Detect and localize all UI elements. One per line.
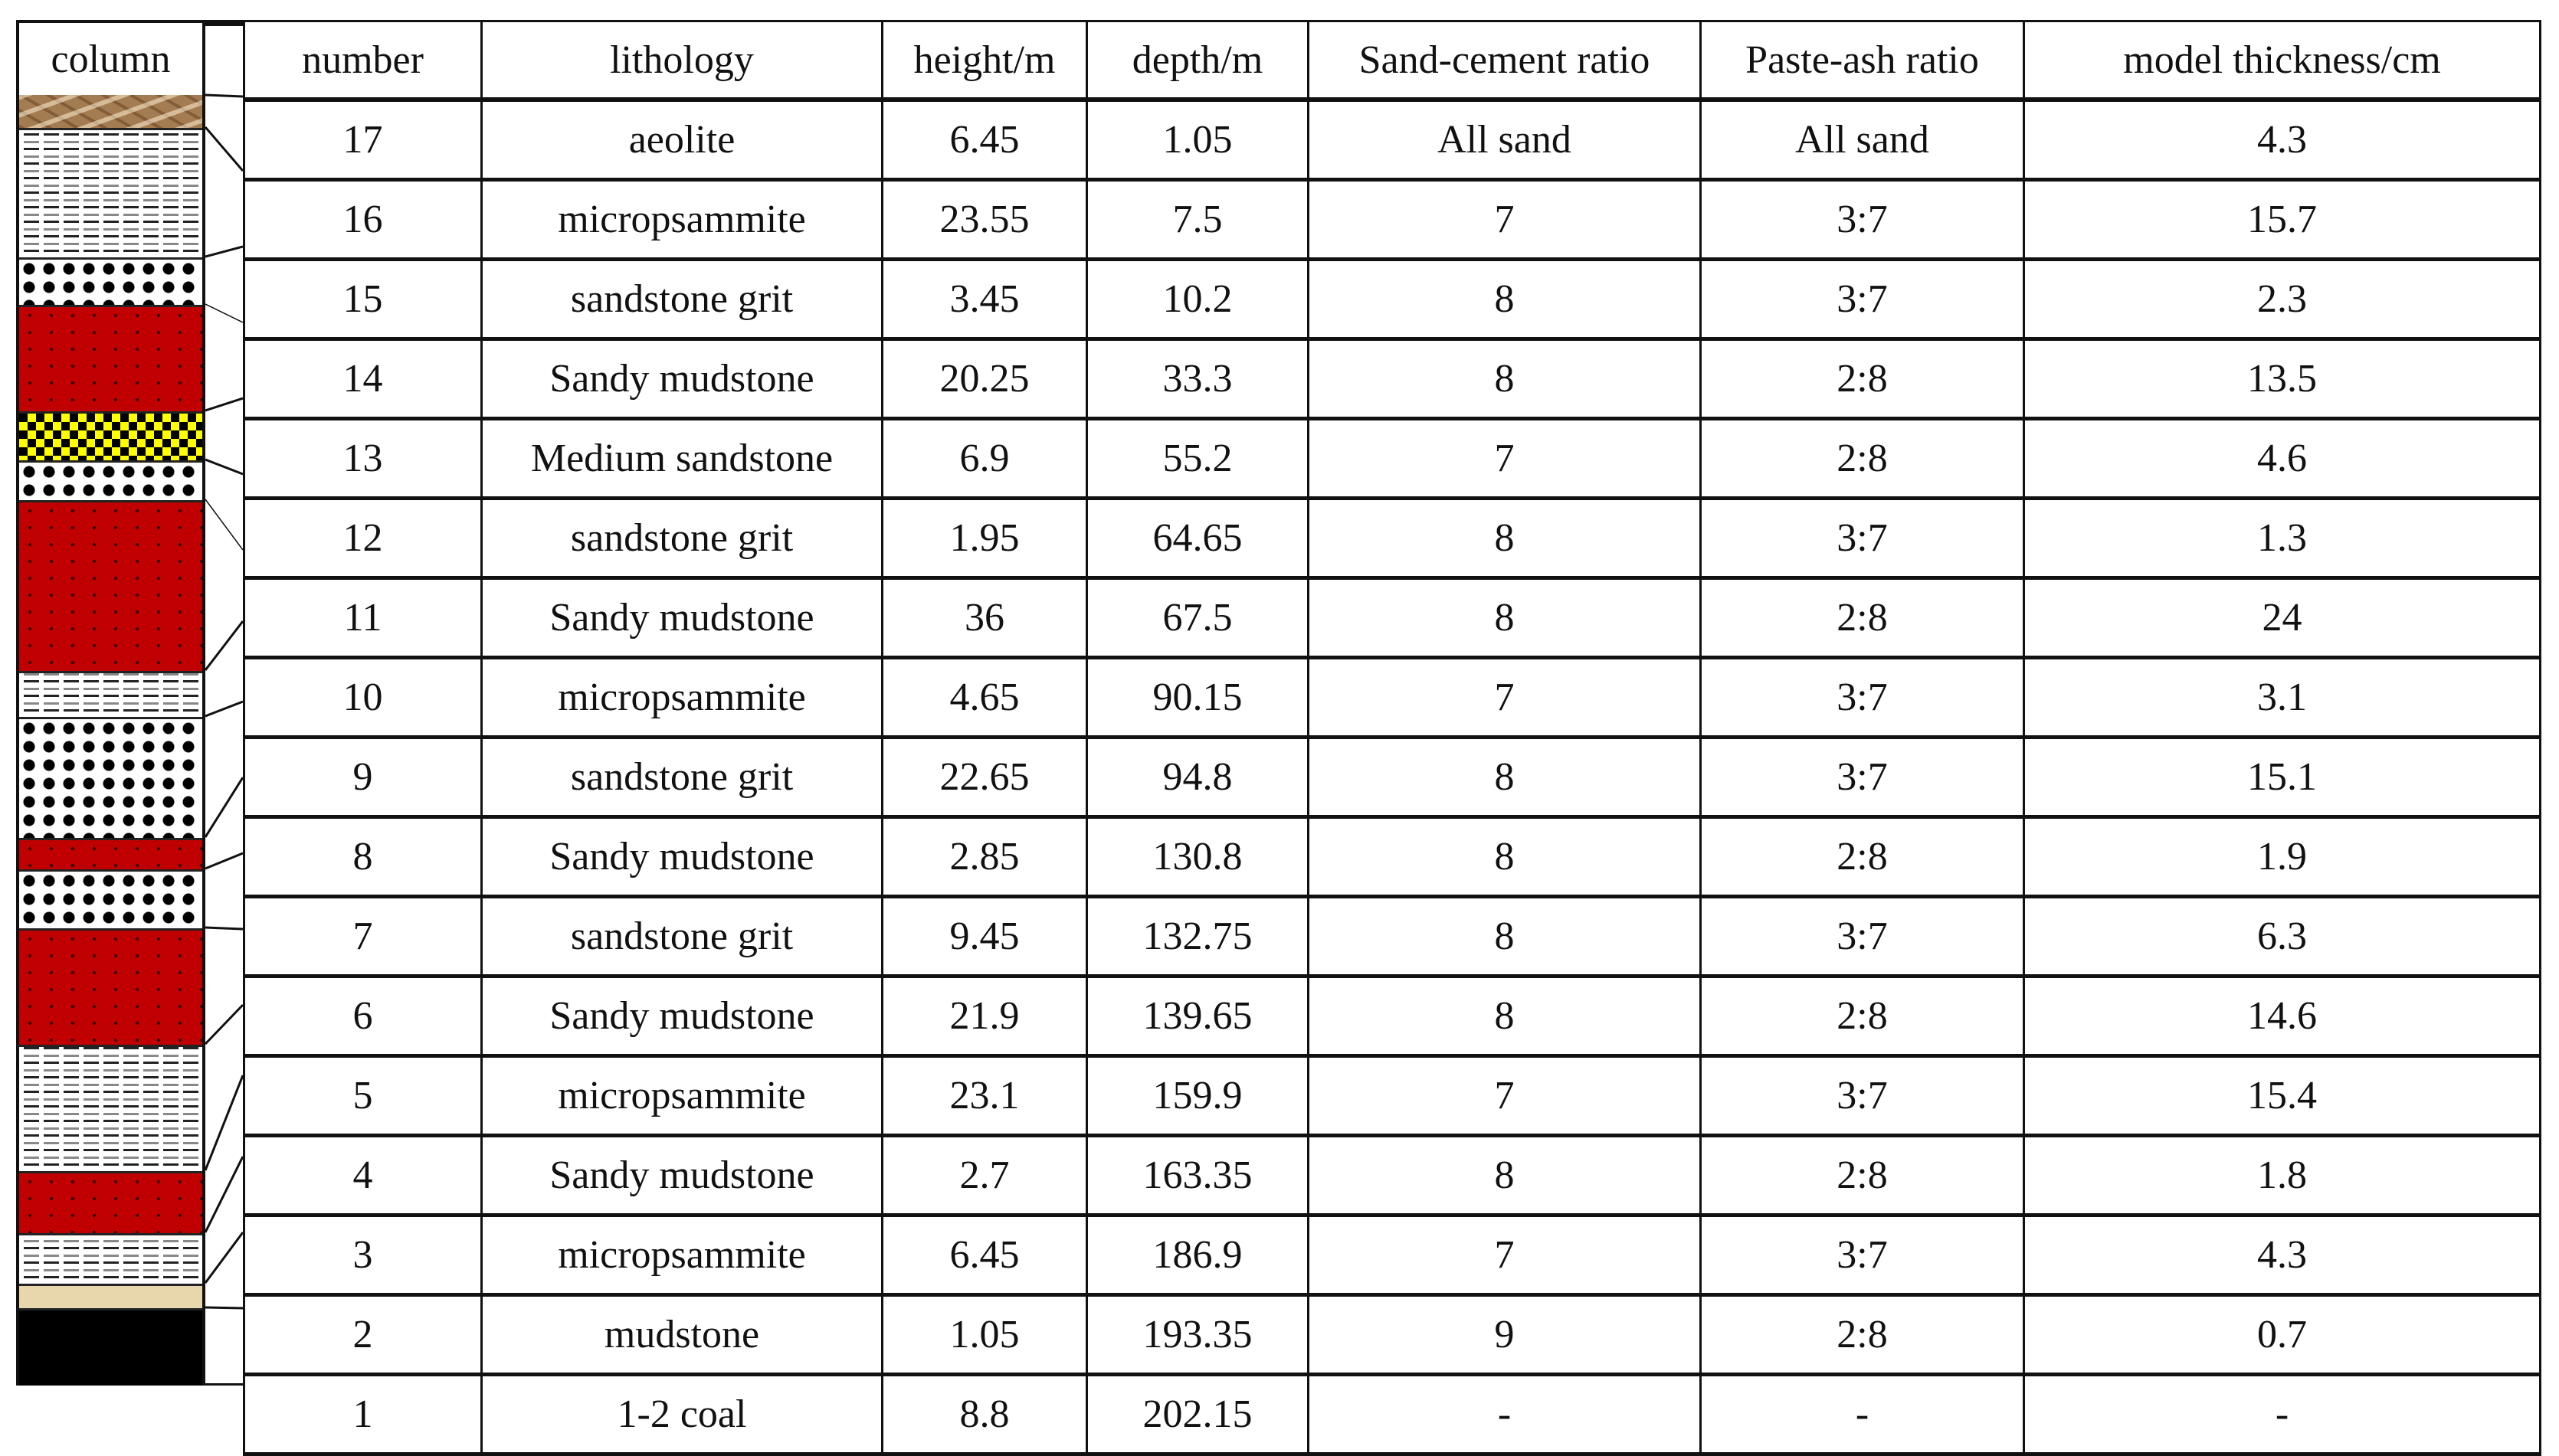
cell-sand-cement: 8 — [1309, 1136, 1701, 1216]
cell-model-thickness: - — [2024, 1375, 2541, 1454]
cell-model-thickness: 2.3 — [2024, 260, 2541, 339]
cell-depth: 64.65 — [1087, 499, 1309, 578]
cell-depth: 94.8 — [1087, 738, 1309, 817]
cell-paste-ash: 2:8 — [1701, 578, 2024, 658]
table-row — [244, 1216, 2541, 1295]
cell-depth: 67.5 — [1087, 578, 1309, 658]
cell-number: 17 — [244, 100, 482, 180]
cell-sand-cement: 7 — [1309, 1216, 1701, 1295]
cell-paste-ash: 3:7 — [1701, 1056, 2024, 1136]
header-sand-cement-ratio: Sand-cement ratio — [1309, 21, 1701, 100]
cell-model-thickness: 14.6 — [2024, 977, 2541, 1056]
cell-lithology: aeolite — [482, 100, 883, 180]
cell-lithology: sandstone grit — [482, 738, 883, 817]
cell-height: 23.1 — [883, 1056, 1087, 1136]
column-layer-13-medium-sandstone — [19, 414, 202, 463]
cell-model-thickness: 3.1 — [2024, 658, 2541, 738]
cell-number: 12 — [244, 499, 482, 578]
cell-height: 2.7 — [883, 1136, 1087, 1216]
cell-depth: 1.05 — [1087, 100, 1309, 180]
cell-height: 1.05 — [883, 1295, 1087, 1375]
cell-sand-cement: All sand — [1309, 100, 1701, 180]
column-layer-12-sandstone-grit — [19, 463, 202, 502]
cell-depth: 33.3 — [1087, 339, 1309, 419]
cell-lithology: micropsammite — [482, 658, 883, 738]
cell-depth: 130.8 — [1087, 817, 1309, 897]
cell-number: 10 — [244, 658, 482, 738]
cell-model-thickness: 15.4 — [2024, 1056, 2541, 1136]
cell-lithology: mudstone — [482, 1295, 883, 1375]
cell-sand-cement: 7 — [1309, 180, 1701, 260]
cell-depth: 159.9 — [1087, 1056, 1309, 1136]
column-layer-9-sandstone-grit — [19, 719, 202, 840]
cell-sand-cement: 7 — [1309, 1056, 1701, 1136]
cell-lithology: sandstone grit — [482, 499, 883, 578]
cell-height: 6.45 — [883, 1216, 1087, 1295]
column-layer-6-sandy-mudstone — [19, 931, 202, 1047]
column-layer-8-sandy-mudstone — [19, 840, 202, 872]
cell-model-thickness: 1.9 — [2024, 817, 2541, 897]
cell-height: 9.45 — [883, 897, 1087, 977]
table-row — [244, 1295, 2541, 1375]
cell-sand-cement: 7 — [1309, 419, 1701, 499]
cell-number: 7 — [244, 897, 482, 977]
cell-sand-cement: 8 — [1309, 977, 1701, 1056]
cell-model-thickness: 4.6 — [2024, 419, 2541, 499]
column-layer-5-micropsammite — [19, 1047, 202, 1173]
cell-lithology: micropsammite — [482, 1056, 883, 1136]
cell-model-thickness: 24 — [2024, 578, 2541, 658]
cell-paste-ash: - — [1701, 1375, 2024, 1454]
table-row — [244, 419, 2541, 499]
column-layer-10-micropsammite — [19, 673, 202, 719]
cell-sand-cement: - — [1309, 1375, 1701, 1454]
cell-depth: 186.9 — [1087, 1216, 1309, 1295]
table-row — [244, 180, 2541, 260]
cell-sand-cement: 8 — [1309, 260, 1701, 339]
cell-depth: 90.15 — [1087, 658, 1309, 738]
table-row — [244, 499, 2541, 578]
connector-lines-icon — [205, 20, 243, 1386]
cell-number: 8 — [244, 817, 482, 897]
cell-number: 9 — [244, 738, 482, 817]
column-layer-7-sandstone-grit — [19, 872, 202, 931]
cell-model-thickness: 4.3 — [2024, 100, 2541, 180]
cell-height: 22.65 — [883, 738, 1087, 817]
cell-lithology: Medium sandstone — [482, 419, 883, 499]
table-row — [244, 658, 2541, 738]
cell-model-thickness: 6.3 — [2024, 897, 2541, 977]
cell-lithology: Sandy mudstone — [482, 977, 883, 1056]
cell-sand-cement: 9 — [1309, 1295, 1701, 1375]
lithology-parameter-table — [243, 20, 2541, 1456]
column-layer-4-sandy-mudstone — [19, 1173, 202, 1235]
cell-model-thickness: 1.8 — [2024, 1136, 2541, 1216]
cell-lithology: Sandy mudstone — [482, 817, 883, 897]
header-depth: depth/m — [1087, 21, 1309, 100]
cell-paste-ash: 2:8 — [1701, 339, 2024, 419]
cell-model-thickness: 4.3 — [2024, 1216, 2541, 1295]
cell-paste-ash: 3:7 — [1701, 180, 2024, 260]
cell-sand-cement: 8 — [1309, 738, 1701, 817]
cell-model-thickness: 1.3 — [2024, 499, 2541, 578]
cell-number: 3 — [244, 1216, 482, 1295]
table-row — [244, 738, 2541, 817]
cell-number: 13 — [244, 419, 482, 499]
cell-paste-ash: All sand — [1701, 100, 2024, 180]
cell-lithology: Sandy mudstone — [482, 1136, 883, 1216]
header-model-thickness: model thickness/cm — [2024, 21, 2541, 100]
table-header-row — [244, 21, 2541, 100]
cell-paste-ash: 2:8 — [1701, 817, 2024, 897]
cell-depth: 193.35 — [1087, 1295, 1309, 1375]
header-number: number — [244, 21, 482, 100]
cell-lithology: 1-2 coal — [482, 1375, 883, 1454]
cell-height: 2.85 — [883, 817, 1087, 897]
cell-paste-ash: 2:8 — [1701, 1295, 2024, 1375]
cell-depth: 10.2 — [1087, 260, 1309, 339]
cell-paste-ash: 3:7 — [1701, 1216, 2024, 1295]
cell-number: 14 — [244, 339, 482, 419]
cell-height: 36 — [883, 578, 1087, 658]
cell-height: 8.8 — [883, 1375, 1087, 1454]
cell-number: 4 — [244, 1136, 482, 1216]
column-layer-14-sandy-mudstone — [19, 307, 202, 414]
column-layer-17-aeolite — [19, 95, 202, 130]
header-lithology: lithology — [482, 21, 883, 100]
column-layer-1-coal — [19, 1310, 202, 1386]
cell-number: 6 — [244, 977, 482, 1056]
cell-lithology: Sandy mudstone — [482, 578, 883, 658]
cell-model-thickness: 15.7 — [2024, 180, 2541, 260]
cell-height: 3.45 — [883, 260, 1087, 339]
column-header: column — [19, 23, 202, 98]
table-row — [244, 817, 2541, 897]
column-layer-15-sandstone-grit — [19, 260, 202, 307]
cell-paste-ash: 3:7 — [1701, 897, 2024, 977]
cell-depth: 7.5 — [1087, 180, 1309, 260]
cell-number: 5 — [244, 1056, 482, 1136]
cell-number: 2 — [244, 1295, 482, 1375]
column-layer-2-mudstone — [19, 1286, 202, 1310]
cell-number: 11 — [244, 578, 482, 658]
cell-lithology: micropsammite — [482, 1216, 883, 1295]
cell-paste-ash: 3:7 — [1701, 658, 2024, 738]
column-layer-16-micropsammite — [19, 130, 202, 260]
table-row — [244, 339, 2541, 419]
cell-depth: 55.2 — [1087, 419, 1309, 499]
cell-lithology: sandstone grit — [482, 260, 883, 339]
cell-model-thickness: 13.5 — [2024, 339, 2541, 419]
cell-paste-ash: 2:8 — [1701, 1136, 2024, 1216]
column-layer-3-micropsammite — [19, 1235, 202, 1286]
table-row — [244, 100, 2541, 180]
cell-height: 21.9 — [883, 977, 1087, 1056]
cell-sand-cement: 8 — [1309, 817, 1701, 897]
cell-paste-ash: 3:7 — [1701, 738, 2024, 817]
cell-depth: 202.15 — [1087, 1375, 1309, 1454]
cell-height: 20.25 — [883, 339, 1087, 419]
table-row — [244, 260, 2541, 339]
cell-paste-ash: 2:8 — [1701, 419, 2024, 499]
cell-lithology: Sandy mudstone — [482, 339, 883, 419]
cell-paste-ash: 2:8 — [1701, 977, 2024, 1056]
table-row — [244, 1056, 2541, 1136]
cell-height: 1.95 — [883, 499, 1087, 578]
table-row — [244, 977, 2541, 1056]
cell-sand-cement: 8 — [1309, 578, 1701, 658]
column-layer-11-sandy-mudstone — [19, 502, 202, 673]
cell-number: 16 — [244, 180, 482, 260]
cell-depth: 139.65 — [1087, 977, 1309, 1056]
layer-connectors — [205, 20, 243, 1386]
header-height: height/m — [883, 21, 1087, 100]
cell-sand-cement: 8 — [1309, 499, 1701, 578]
cell-sand-cement: 8 — [1309, 897, 1701, 977]
cell-lithology: sandstone grit — [482, 897, 883, 977]
stratigraphic-column — [16, 20, 205, 1386]
table-row — [244, 578, 2541, 658]
cell-height: 6.45 — [883, 100, 1087, 180]
cell-depth: 163.35 — [1087, 1136, 1309, 1216]
table-row — [244, 897, 2541, 977]
cell-lithology: micropsammite — [482, 180, 883, 260]
cell-paste-ash: 3:7 — [1701, 499, 2024, 578]
header-paste-ash-ratio: Paste-ash ratio — [1701, 21, 2024, 100]
cell-number: 1 — [244, 1375, 482, 1454]
cell-height: 6.9 — [883, 419, 1087, 499]
cell-paste-ash: 3:7 — [1701, 260, 2024, 339]
cell-height: 23.55 — [883, 180, 1087, 260]
cell-number: 15 — [244, 260, 482, 339]
cell-model-thickness: 0.7 — [2024, 1295, 2541, 1375]
cell-sand-cement: 8 — [1309, 339, 1701, 419]
table-row — [244, 1375, 2541, 1454]
cell-model-thickness: 15.1 — [2024, 738, 2541, 817]
cell-depth: 132.75 — [1087, 897, 1309, 977]
table-row — [244, 1136, 2541, 1216]
cell-sand-cement: 7 — [1309, 658, 1701, 738]
cell-height: 4.65 — [883, 658, 1087, 738]
